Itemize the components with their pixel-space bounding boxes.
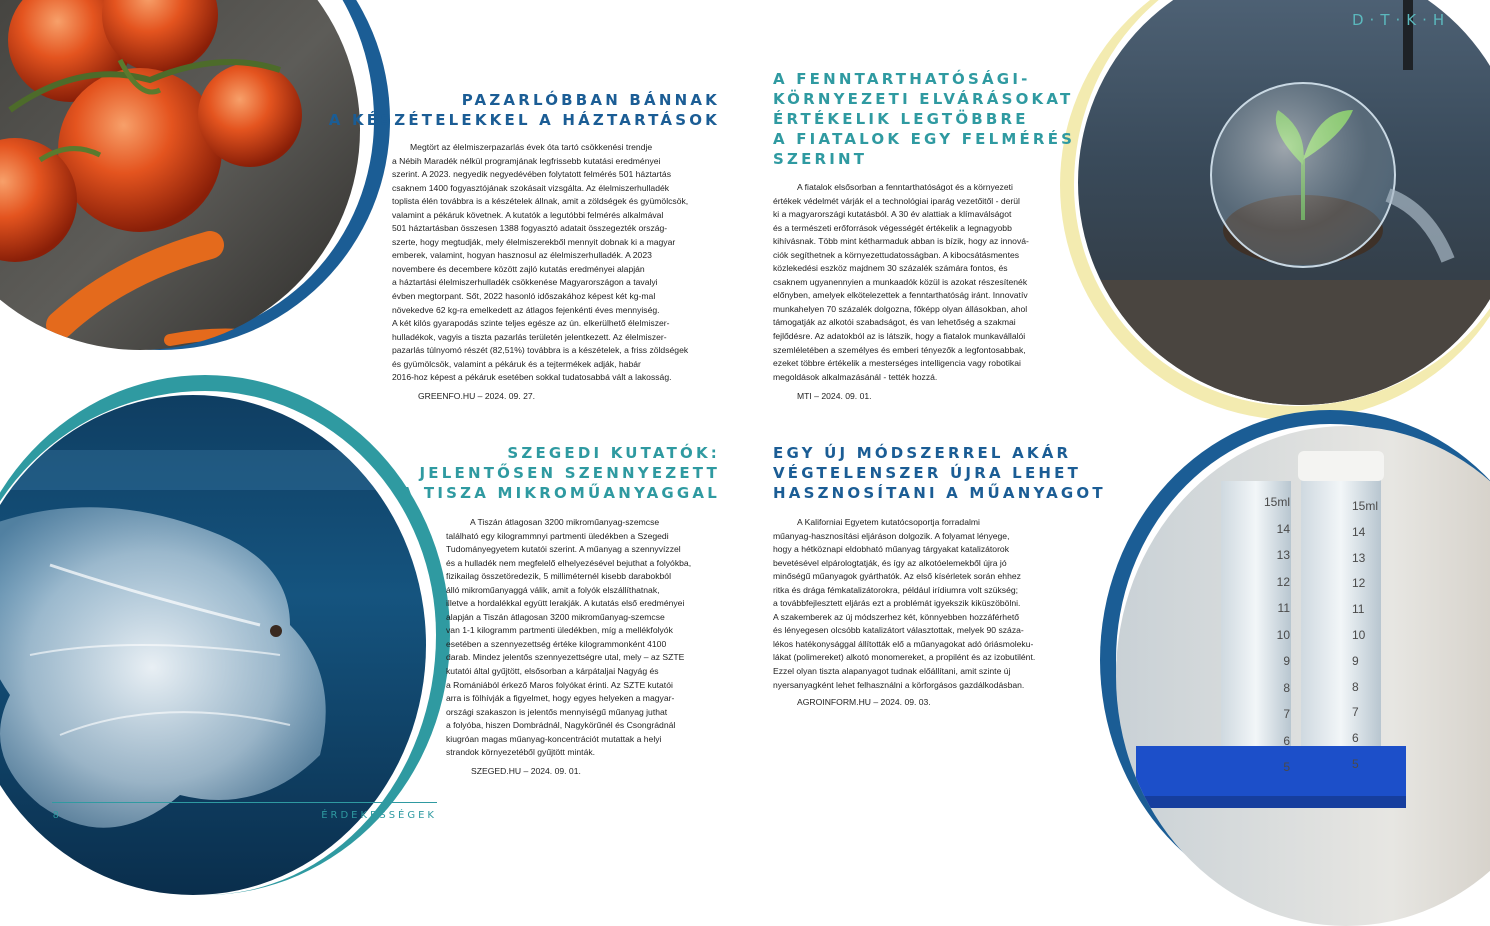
- article-3-body: [446, 516, 722, 760]
- tube-scale-right-mark: 13: [1352, 550, 1366, 565]
- article-3-body-line: álló mikroműanyaggá válik, amit a folyók elszállíthatnak,: [446, 584, 660, 595]
- article-2-body: [773, 181, 1073, 384]
- article-4-title: [773, 443, 1106, 503]
- article-1-body-line: a háztartási élelmiszerhulladék csökkenése Magyarországon a tavalyi: [392, 277, 658, 288]
- article-3-body-line: Tudományegyetem kutatói szerint. A műanyag a szennyvízzel: [446, 544, 681, 555]
- article-3-body-line: esetében a szennyezettség értéke kilogrammonként 4100: [446, 638, 667, 649]
- article-1-title-line: PAZARLÓBBAN BÁNNAK: [461, 91, 720, 109]
- article-3-body-line: országi szakaszon is jelentős mennyiségű műanyag juthat: [446, 706, 668, 717]
- article-1-source: GREENFO.HU – 2024. 09. 27.: [418, 391, 536, 401]
- article-4-body-line: Ezzel olyan tiszta alapanyagot tudnak előállítani, amit szinte új: [773, 666, 1011, 677]
- article-1-body: [392, 141, 720, 385]
- article-3-title: [401, 443, 720, 503]
- tube-scale-right-mark: 5: [1352, 756, 1359, 771]
- article-2-body-line: ciók segíthetnek a környezettudatosságban. A kibocsátásmentes: [773, 249, 1020, 260]
- article-1-body-line: A két kilós gyarapodás szinte teljes egésze az ún. elkerülhető élelmiszer-: [392, 318, 670, 329]
- tube-scale-right-mark: 10: [1352, 627, 1366, 642]
- article-4-body: [773, 516, 1073, 692]
- article-4-title-line: VÉGTELENSZER ÚJRA LEHET: [773, 464, 1082, 482]
- article-1-body-line: a Nébih Maradék nélkül programjának legfrissebb kutatási eredményei: [392, 155, 661, 166]
- article-2-title-line: KÖRNYEZETI ELVÁRÁSOKAT: [773, 90, 1074, 108]
- article-3-body-line: darab. Mindez jelentős szennyezettségre utal, mely – az SZTE: [446, 652, 685, 663]
- article-3-body-line: a Romániából érkező Maros folyókat érinti. Az SZTE kutatói: [446, 679, 673, 690]
- article-4-title-line: EGY ÚJ MÓDSZERREL AKÁR: [773, 444, 1072, 462]
- article-2-title-line: A FENNTARTHATÓSÁGI-: [773, 70, 1031, 88]
- article-3-title-line: SZEGEDI KUTATÓK:: [507, 444, 720, 462]
- tube-scale-left-mark: 14: [1276, 521, 1290, 536]
- article-2-title-line: ÉRTÉKELIK LEGTÖBBRE: [773, 110, 1029, 128]
- article-2-body-line: csaknem ugyanennyien a munkaadók közül is azokat részesítenék: [773, 276, 1028, 287]
- article-1-body-line: 2016-hoz képest a pékáruk esetében sokkal tudatosabbá vált a lakosság.: [392, 372, 672, 383]
- article-4-body-line: nyersanyagként lehet felhasználni a körforgásos gazdálkodásban.: [773, 679, 1025, 690]
- article-3-body-line: strandok környezetéből gyűjtött minták.: [446, 747, 596, 758]
- article-4-body-line: ritka és drága fémkatalizátorokra, például irídiumra volt szükség;: [773, 584, 1019, 595]
- article-1-body-line: szerte, hogy megtudják, mely élelmiszerekből mennyit dobnak ki a magyar: [392, 236, 676, 247]
- article-2-source: MTI – 2024. 09. 01.: [797, 391, 872, 401]
- article-1-title: [329, 90, 720, 130]
- article-3-body-line: kutatói által gyűjtött, elsősorban a kárpátaljai Nagyág és: [446, 666, 659, 677]
- tube-scale-right-mark: 8: [1352, 679, 1359, 694]
- article-4-body-line: lékos hatékonysággal állították elő a műanyagokat adó óriásmoleku-: [773, 638, 1034, 649]
- article-2-body-line: közlekedési eszköz majdnem 30 százalék számára fontos, és: [773, 263, 1008, 274]
- article-2-body-line: munkahelyen 70 százalék dolgozna, főképp olyan állásokban, ahol: [773, 303, 1028, 314]
- tube-scale-left-mark: 10: [1276, 627, 1290, 642]
- article-2-body-line: fejlődésre. Az adatokból az is látszik, hogy a fiatalok munkavállalói: [773, 331, 1026, 342]
- article-2-body-line: támogatják az alkotói szabadságot, és van lehetőség a szakmai: [773, 317, 1016, 328]
- tube-scale-left: [1262, 489, 1290, 781]
- article-1-body-line: növekedve 62 kg-ra emelkedett az átlagos fejenkénti éves mennyiség.: [392, 304, 660, 315]
- tube-scale-left-mark: 11: [1277, 601, 1290, 615]
- article-3-title-line: A TISZA MIKROMŰANYAGGAL: [400, 484, 720, 502]
- section-label: ÉRDEKESSÉGEK: [321, 810, 437, 821]
- article-3-body-line: illetve a hordalékkal együtt lerakják. A kutatás első eredményei: [446, 598, 685, 609]
- article-3-title-line: JELENTŐSEN SZENNYEZETT: [419, 464, 720, 482]
- tube-scale-right-mark: 9: [1352, 653, 1359, 668]
- article-3-body-line: van 1-1 kilogramm partmenti üledékben, míg a mellékfolyók: [446, 625, 673, 636]
- article-1-body-line: évben megtorpant. Sőt, 2022 hasonló időszakához képest két kg-mal: [392, 291, 656, 302]
- article-3-source: SZEGED.HU – 2024. 09. 01.: [471, 766, 581, 776]
- article-2-body-line: szemléletében a személyes és emberi tényezők a legfontosabbak,: [773, 344, 1026, 355]
- tube-scale-right-mark: 11: [1352, 602, 1365, 617]
- article-4-body-line: A szakemberek az új módszerhez két, könnyebben hozzáférhető: [773, 611, 1020, 622]
- tube-scale-right-mark: 6: [1352, 731, 1359, 746]
- article-3-body-line: és a hulladék nem megfelelő elhelyezésével bejuthat a folyókba,: [446, 557, 692, 568]
- article-4-source: AGROINFORM.HU – 2024. 09. 03.: [797, 697, 931, 707]
- footer-rule: [52, 802, 437, 803]
- tube-scale-left-mark: 9: [1283, 654, 1290, 668]
- article-1-body-line: csaknem 1400 fogyasztójának szokásait vizsgálta. Az élelmiszerhulladék: [392, 182, 670, 193]
- article-2-body-line: A fiatalok elsősorban a fenntarthatóságot és a környezeti: [797, 182, 1013, 192]
- tube-scale-left-mark: 6: [1283, 733, 1290, 748]
- tube-scale-left-mark: 15ml: [1263, 495, 1290, 509]
- article-2-body-line: kihívásnak. Több mint kétharmaduk abban is bízik, hogy az innová-: [773, 236, 1029, 247]
- article-2-title-line: SZERINT: [773, 150, 868, 168]
- article-3-body-line: fizikailag összetöredezik, 5 milliméternél kisebb darabokból: [446, 571, 671, 582]
- article-1-body-line: valamint a pékáruk követnek. A kutatók a legutóbbi felmérés alkalmával: [392, 209, 664, 220]
- article-2-title-line: A FIATALOK EGY FELMÉRÉS: [773, 130, 1076, 148]
- article-2-body-line: ki a magyarországi kutatásból. A 30 év alattiak a klímaválságot: [773, 209, 1012, 220]
- article-4-title-line: HASZNOSÍTANI A MŰANYAGOT: [773, 484, 1106, 502]
- article-4-body-line: minőségű műanyagok gyárthatók. Az első kísérletek során ehhez: [773, 571, 1021, 582]
- article-2-body-line: előnyben, amelyek elkötelezettek a fenntarthatóság iránt. Innovatív: [773, 290, 1028, 301]
- article-4-body-line: A Kaliforniai Egyetem kutatócsoportja forradalmi: [797, 517, 980, 527]
- article-4-body-line: bevetésével elpárologtatják, és így az alkotóelemekből újra jó: [773, 557, 1007, 568]
- article-1-body-line: emberek, valamint, hogyan hasznosul az élelmiszerhulladék. A 2023: [392, 250, 652, 261]
- tube-scale-right-mark: 14: [1352, 524, 1366, 539]
- article-4-body-line: a továbbfejlesztett eljárás ezt a problémát igyekszik kiküszöbölni.: [773, 598, 1021, 609]
- article-4-body-line: hogy a hétköznapi eldobható műanyag tárgyakat katalizátorok: [773, 544, 1010, 555]
- article-1-body-line: Megtört az élelmiszerpazarlás évek óta tartó csökkenési trendje: [410, 142, 653, 152]
- article-4-body-line: műanyag-hasznosítási eljáráson dolgozik. A folyamat lényege,: [773, 530, 1010, 541]
- tube-scale-left-mark: 7: [1283, 707, 1290, 721]
- tube-scale-left-mark: 8: [1283, 680, 1290, 695]
- article-3-body-line: A Tiszán átlagosan 3200 mikroműanyag-szemcse: [470, 517, 660, 527]
- article-3-body-line: arra is fölhívják a figyelmet, hogy egyes helyeken a magyar-: [446, 693, 675, 704]
- tube-scale-left-mark: 5: [1283, 760, 1290, 774]
- article-1-body-line: novembere és decembere között zajló kutatás eredményei alapján: [392, 263, 645, 274]
- article-3-body-line: kiugróan magas műanyag-koncentrációt mutattak a helyi: [446, 733, 662, 744]
- article-2-body-line: értékek védelmét várják el a technológiai iparág vezetőitől - derül: [773, 195, 1020, 206]
- article-1-body-line: toplista élén továbbra is a készételek állnak, amit a zöldségek és gyümölcsök,: [392, 196, 689, 207]
- tube-scale-right-mark: 7: [1352, 705, 1359, 720]
- article-3-body-line: található egy kilogrammnyi partmenti üledékben a Szegedi: [446, 530, 669, 541]
- article-4-body-line: és lényegesen olcsóbb katalizátort választottak, melyek 90 száza-: [773, 625, 1024, 636]
- article-1-body-line: 501 háztartásban összesen 1388 fogyasztó adatait összegezték ország-: [392, 223, 668, 234]
- article-4-body-line: lákat (polimereket) alkotó monomereket, a propilént és az izobutilént.: [773, 652, 1036, 663]
- article-2-body-line: ezeket többre értékelik a mesterséges intelligencia vagy robotikai: [773, 358, 1021, 369]
- page-number: 8: [53, 810, 59, 821]
- tube-scale-right: [1352, 494, 1380, 778]
- article-2-body-line: és a természeti erőforrások végességét értékelik a legnagyobb: [773, 222, 1012, 233]
- article-1-body-line: szerint. A 2023. negyedik negyedévében folytatott felmérés 501 háztartás: [392, 169, 671, 180]
- tube-scale-left-mark: 13: [1276, 548, 1290, 562]
- dtkh-logo: D·T·K·H: [1352, 11, 1451, 29]
- article-2-title: [773, 69, 1075, 169]
- article-1-title-line: A KÉSZÉTELEKKEL A HÁZTARTÁSOK: [328, 111, 720, 129]
- article-1-body-line: hulladékok, vagyis a tiszta pazarlás területén jelentkezett. Az élelmiszer-: [392, 331, 667, 342]
- tube-scale-right-mark: 12: [1352, 576, 1366, 591]
- tube-scale-left-mark: 12: [1276, 574, 1290, 589]
- article-1-body-line: pazarlás túlnyomó részét (82,51%) továbbra is a készételek, a friss zöldségek: [392, 345, 689, 356]
- article-2-body-line: megoldások alkalmazásánál - tették hozzá.: [773, 371, 938, 382]
- tube-scale-right-mark: 15ml: [1352, 499, 1379, 513]
- article-3-body-line: alapján a Tiszán átlagosan 3200 mikroműanyag-szemcse: [446, 611, 665, 622]
- article-1-body-line: és gyümölcsök, valamint a pékáruk és a tejtermékek adják, habár: [392, 358, 641, 369]
- article-3-body-line: a folyóba, hiszen Dombrádnál, Nagykörűnél és Csongrádnál: [446, 720, 676, 731]
